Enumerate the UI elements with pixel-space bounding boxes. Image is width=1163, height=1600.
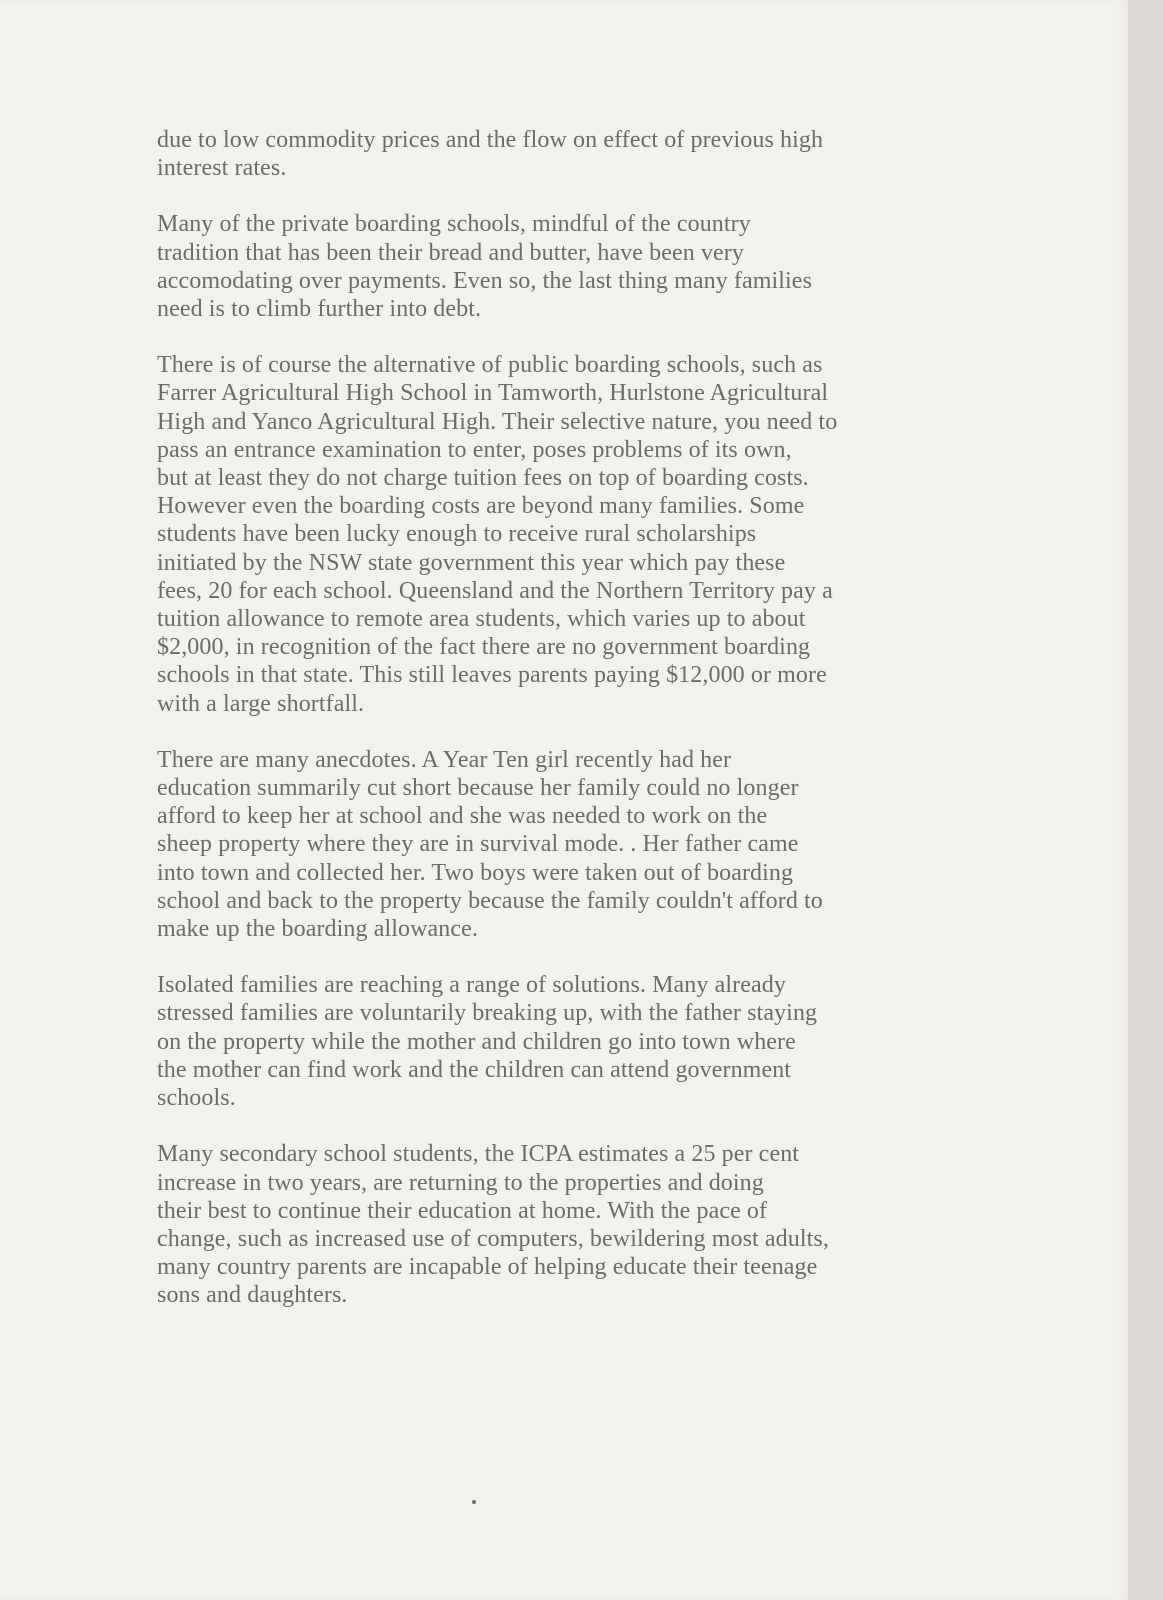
text-line: accomodating over payments. Even so, the last thing many families — [157, 267, 813, 294]
text-line: schools in that state. This still leaves parents paying $12,000 or more — [157, 662, 827, 689]
text-line: change, such as increased use of computers, bewildering most adults, — [157, 1225, 829, 1252]
text-line: tuition allowance to remote area students, which varies up to about — [157, 606, 806, 633]
text-line: education summarily cut short because her family could no longer — [157, 775, 799, 802]
text-line: on the property while the mother and children go into town where — [157, 1028, 796, 1055]
text-line: make up the boarding allowance. — [157, 916, 478, 943]
text-line: However even the boarding costs are beyond many families. Some — [157, 493, 805, 520]
text-line: need is to climb further into debt. — [157, 296, 482, 323]
scan-edge — [1128, 0, 1163, 1600]
text-line: but at least they do not charge tuition fees on top of boarding costs. — [157, 465, 809, 492]
text-line: sheep property where they are in survival mode. . Her father came — [157, 831, 799, 858]
text-line: pass an entrance examination to enter, poses problems of its own, — [157, 436, 792, 463]
text-line: increase in two years, are returning to the properties and doing — [157, 1169, 764, 1196]
text-line: There are many anecdotes. A Year Ten girl recently had her — [157, 746, 732, 773]
text-line: Many secondary school students, the ICPA estimates a 25 per cent — [157, 1141, 800, 1168]
text-line: Many of the private boarding schools, mindful of the country — [157, 211, 751, 238]
paragraph-4 — [157, 746, 1007, 943]
paragraph-6 — [157, 1140, 1007, 1309]
text-line: students have been lucky enough to receive rural scholarships — [157, 521, 757, 548]
text-line: many country parents are incapable of helping educate their teenage — [157, 1254, 818, 1281]
text-line: There is of course the alternative of public boarding schools, such as — [157, 352, 823, 379]
paragraph-2 — [157, 210, 1007, 323]
text-line: with a large shortfall. — [157, 690, 365, 717]
text-line: their best to continue their education at home. With the pace of — [157, 1197, 768, 1224]
text-line: initiated by the NSW state government this year which pay these — [157, 549, 786, 576]
text-line: High and Yanco Agricultural High. Their selective nature, you need to — [157, 408, 838, 435]
text-line: the mother can find work and the children can attend government — [157, 1056, 792, 1083]
text-line: school and back to the property because the family couldn't afford to — [157, 887, 823, 914]
text-line: fees, 20 for each school. Queensland and the Northern Territory pay a — [157, 577, 833, 604]
text-line: Isolated families are reaching a range of solutions. Many already — [157, 972, 786, 999]
text-line: $2,000, in recognition of the fact there are no government boarding — [157, 634, 811, 661]
paragraph-5 — [157, 971, 1007, 1112]
paragraph-1 — [157, 126, 1007, 182]
text-line: interest rates. — [157, 155, 287, 182]
text-line: stressed families are voluntarily breaking up, with the father staying — [157, 1000, 818, 1027]
text-line: schools. — [157, 1085, 236, 1112]
paper-speck — [472, 1500, 476, 1504]
text-line: afford to keep her at school and she was needed to work on the — [157, 803, 768, 830]
text-line: tradition that has been their bread and butter, have been very — [157, 239, 745, 266]
paragraph-3 — [157, 351, 1007, 718]
text-line: sons and daughters. — [157, 1282, 348, 1309]
text-line: due to low commodity prices and the flow on effect of previous high — [157, 127, 824, 153]
text-line: into town and collected her. Two boys were taken out of boarding — [157, 859, 794, 886]
text-line: Farrer Agricultural High School in Tamworth, Hurlstone Agricultural — [157, 380, 829, 407]
body-text — [157, 126, 1007, 1338]
